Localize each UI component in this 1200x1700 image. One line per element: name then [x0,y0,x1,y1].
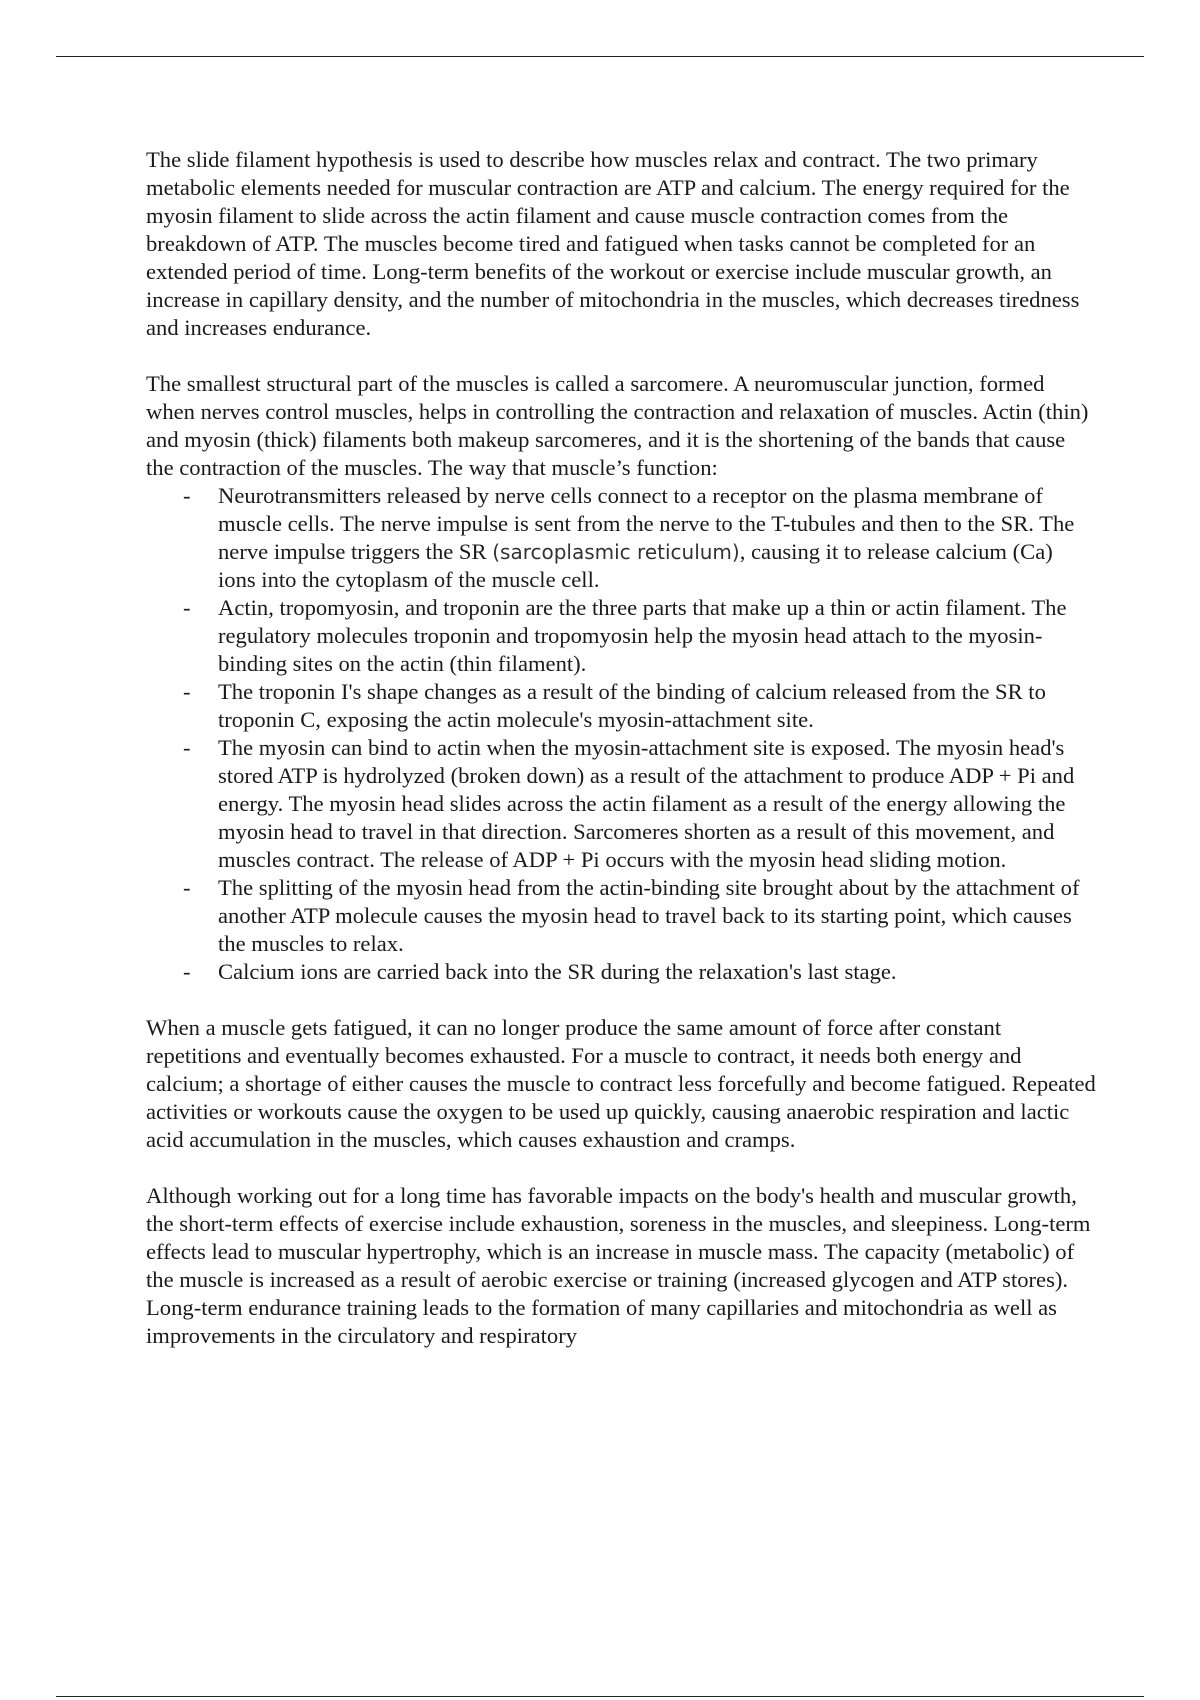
list-item-text: Actin, tropomyosin, and troponin are the three parts that make up a thin or actin filament. The regulatory molecules troponin and tropomyosin help the myosin head attach to the myosin-binding sites on the actin (thin filament). [218,595,1067,676]
bullet-dash: - [183,875,191,900]
list-item [183,482,1096,594]
list-item-text: Neurotransmitters released by nerve cells connect to a receptor on the plasma membrane of muscle cells. The nerve impulse is sent from the nerve to the T-tubules and then to the SR. The nerve impulse triggers the SR [218,483,1075,564]
paragraph-long-term-effects: Although working out for a long time has favorable impacts on the body's health and muscular growth, the short-term effects of exercise include exhaustion, soreness in the muscles, and sleepiness. Long-term effects lead to muscular hypertrophy, which is an increase in muscle mass. The capacity (metabolic) of the muscle is increased as a result of aerobic exercise or training (increased glycogen and ATP stores). Long-term endurance training leads to the formation of many capillaries and mitochondria as well as improvements in the circulatory and respiratory [146,1183,1091,1348]
bottom-rule [56,1696,1144,1697]
bullet-dash: - [183,735,191,760]
list-item [183,958,1096,986]
list-item [183,734,1096,874]
list-item-text: The myosin can bind to actin when the myosin-attachment site is exposed. The myosin head's stored ATP is hydrolyzed (broken down) as a result of the attachment to produce ADP + Pi and energy. The myosin head slides across the actin filament as a result of the energy allowing the myosin head to travel in that direction. Sarcomeres shorten as a result of this movement, and muscles contract. The release of ADP + Pi occurs with the myosin head sliding motion. [218,735,1075,872]
list-item [183,594,1096,678]
list-item-text: The splitting of the myosin head from the actin-binding site brought about by the attachment of another ATP molecule causes the myosin head to travel back to its starting point, which causes the muscles to relax. [218,875,1080,956]
bullet-dash: - [183,483,191,508]
list-item-inline-term: (sarcoplasmic reticulum) [492,540,740,564]
document-body [146,146,1096,1378]
list-item [183,874,1096,958]
paragraph-fatigue: When a muscle gets fatigued, it can no longer produce the same amount of force after constant repetitions and eventually becomes exhausted. For a muscle to contract, it needs both energy and calcium; a shortage of either causes the muscle to contract less forcefully and become fatigued. Repeated activities or workouts cause the oxygen to be used up quickly, causing anaerobic respiration and lactic acid accumulation in the muscles, which causes exhaustion and cramps. [146,1015,1096,1152]
paragraph-sarcomere: The smallest structural part of the muscles is called a sarcomere. A neuromuscular junction, formed when nerves control muscles, helps in controlling the contraction and relaxation of muscles. Actin (thin) and myosin (thick) filaments both makeup sarcomeres, and it is the shortening of the bands that cause the contraction of the muscles. The way that muscle’s function: [146,371,1089,480]
list-item [183,678,1096,734]
paragraph-sliding-filament: The slide filament hypothesis is used to describe how muscles relax and contract. The two primary metabolic elements needed for muscular contraction are ATP and calcium. The energy required for the myosin filament to slide across the actin filament and cause muscle contraction comes from the breakdown of ATP. The muscles become tired and fatigued when tasks cannot be completed for an extended period of time. Long-term benefits of the workout or exercise include muscular growth, an increase in capillary density, and the number of mitochondria in the muscles, which decreases tiredness and increases endurance. [146,147,1080,340]
bullet-dash: - [183,679,191,704]
list-item-text: , causing it to release calcium (Ca) ions into the cytoplasm of the muscle cell. [218,539,1053,592]
top-rule [56,56,1144,57]
list-item-text: The troponin I's shape changes as a result of the binding of calcium released from the SR to troponin C, exposing the actin molecule's myosin-attachment site. [218,679,1046,732]
bullet-dash: - [183,595,191,620]
bullet-dash: - [183,959,191,984]
list-item-text: Calcium ions are carried back into the SR during the relaxation's last stage. [218,959,897,984]
muscle-function-list [146,482,1096,986]
